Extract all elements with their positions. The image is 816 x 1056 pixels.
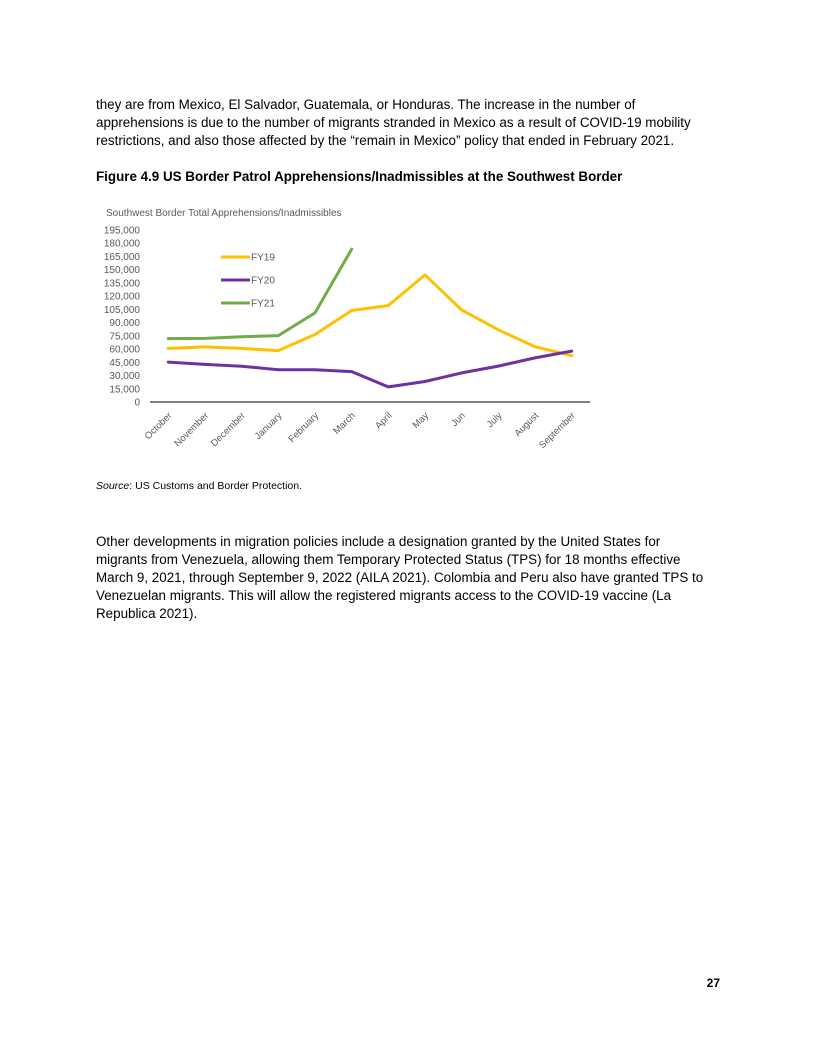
x-tick-label: Jun (449, 410, 468, 429)
x-tick-label: December (209, 410, 248, 450)
y-tick-label: 150,000 (103, 265, 140, 277)
x-tick-label: January (252, 410, 285, 443)
intro-paragraph: they are from Mexico, El Salvador, Guatemala, or Honduras. The increase in the number of apprehensions is due to the number of migrants stranded in Mexico as a result of COVID-19 mobility restrictions, and also those affected by the “remain in Mexico” policy that ended in February 2021. (96, 97, 691, 148)
y-tick-label: 15,000 (109, 384, 140, 396)
source-text: : US Customs and Border Protection. (129, 480, 303, 492)
x-tick-label: March (331, 410, 358, 437)
x-tick-label: February (286, 410, 322, 446)
y-tick-label: 195,000 (103, 225, 140, 237)
x-tick-label: July (484, 410, 505, 431)
y-tick-label: 60,000 (109, 344, 140, 356)
legend-label-fy21: FY21 (251, 298, 275, 310)
legend-label-fy20: FY20 (251, 275, 275, 287)
x-tick-label: May (410, 410, 432, 431)
legend-label-fy19: FY19 (251, 252, 275, 264)
x-tick-label: October (142, 410, 175, 443)
y-tick-label: 120,000 (103, 291, 140, 303)
policy-paragraph: Other developments in migration policies include a designation granted by the United States for migrants from Venezuela, allowing them Temporary Protected Status (TPS) for 18 months effective March 9, 2021, through September 9, 2022 (AILA 2021). Colombia and Peru also have granted TPS to Venezuelan migrants. This will allow the registered migrants access to the COVID-19 vaccine (La Republica 2021). (96, 534, 704, 621)
page-number: 27 (706, 976, 720, 990)
y-tick-label: 180,000 (103, 238, 140, 250)
y-tick-label: 90,000 (109, 318, 140, 330)
figure-title: Figure 4.9 US Border Patrol Apprehensions/Inadmissibles at the Southwest Border (96, 169, 623, 184)
y-tick-label: 45,000 (109, 357, 140, 369)
series-line-fy19 (168, 275, 571, 356)
y-tick-label: 0 (134, 397, 140, 409)
chart-title: Southwest Border Total Apprehensions/Inadmissibles (106, 208, 342, 219)
source-label: Source (96, 480, 130, 492)
figure-source (96, 480, 302, 492)
x-tick-label: April (373, 410, 395, 432)
y-tick-label: 30,000 (109, 371, 140, 383)
series-line-fy20 (168, 351, 571, 387)
x-tick-label: September (537, 410, 578, 451)
y-tick-label: 105,000 (103, 304, 140, 316)
y-tick-label: 75,000 (109, 331, 140, 343)
x-tick-label: August (512, 410, 542, 440)
y-tick-label: 165,000 (103, 251, 140, 263)
y-tick-label: 135,000 (103, 278, 140, 290)
x-tick-label: November (172, 410, 212, 450)
line-chart (0, 0, 816, 480)
